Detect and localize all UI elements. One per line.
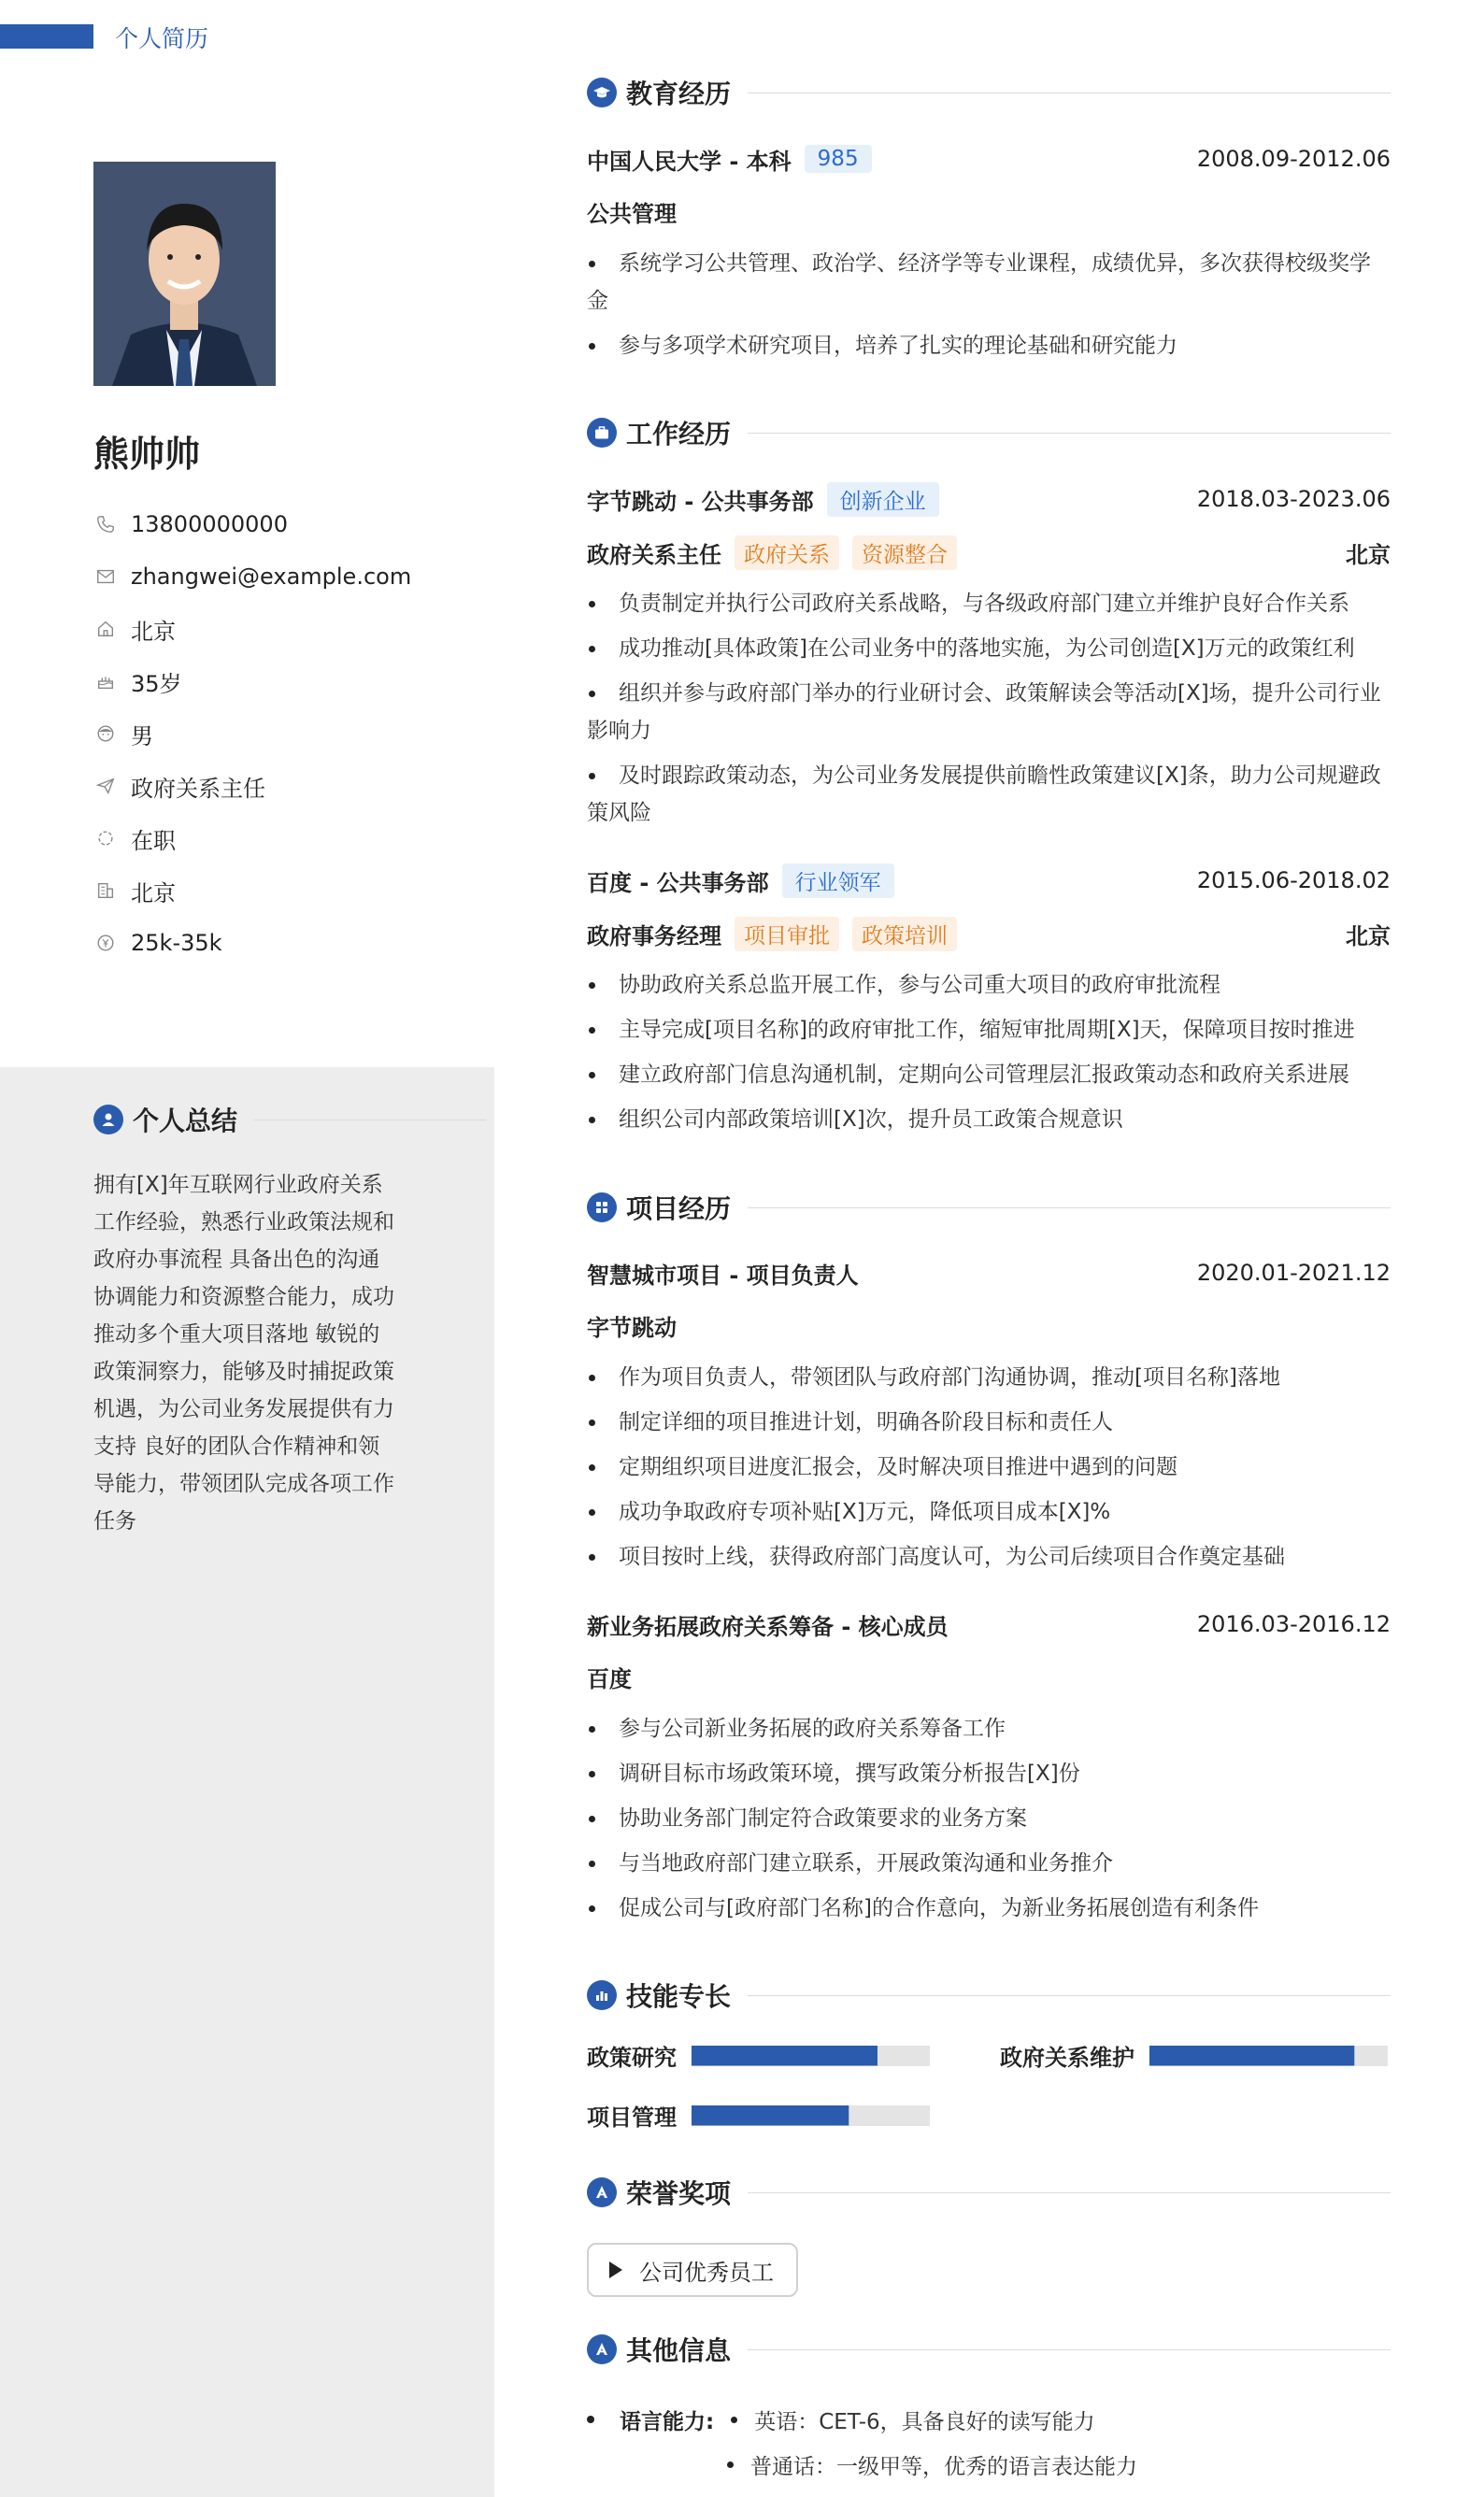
project-bullets: [587, 1710, 1391, 1934]
building-icon: [93, 878, 118, 903]
project-org-row: [587, 1658, 1391, 1695]
list-item: 促成公司与[政府部门名称]的合作意向，为新业务拓展创造有利条件: [587, 1890, 1391, 1927]
list-item: 作为项目负责人，带领团队与政府部门沟通协调，推动[项目名称]落地: [587, 1359, 1391, 1396]
project-org-row: [587, 1306, 1391, 1344]
briefcase-icon: [587, 418, 617, 448]
other-section-header: [587, 2331, 1391, 2368]
avatar: [93, 162, 276, 386]
skill-item: [587, 2039, 930, 2072]
role-tag: 政府关系: [735, 535, 839, 570]
job-date: 2018.03-2023.06: [1196, 486, 1391, 512]
education-date: 2008.09-2012.06: [1196, 146, 1391, 172]
summary-section-header: [93, 1101, 486, 1138]
profile-name: 熊帅帅: [93, 434, 201, 475]
skills-title: 技能专长: [626, 1981, 732, 2012]
role-tag: 政策培训: [852, 917, 957, 951]
role: 政府关系主任: [587, 541, 721, 568]
role: 政府事务经理: [587, 922, 721, 949]
list-item: 成功推动[具体政策]在公司业务中的落地实施，为公司创造[X]万元的政策红利: [587, 630, 1391, 667]
list-item: 及时跟踪政策动态，为公司业务发展提供前瞻性政策建议[X]条，助力公司规避政策风险: [587, 757, 1391, 832]
job-date: 2015.06-2018.02: [1196, 867, 1391, 893]
info-city: 北京: [93, 864, 486, 917]
summary-text: 拥有[X]年互联网行业政府关系工作经验，熟悉行业政策法规和政府办事流程 具备出色的沟通协调能力和资源整合能力，成功推动多个重大项目落地 敏锐的政策洞察力，能够及时捕捉政策机遇，为公司业务发展提供有力支持 良好的团队合作精神和领导能力，带领团队完成各项工作任务: [93, 1173, 394, 1534]
list-item: 主导完成[项目名称]的政府审批工作，缩短审批周期[X]天，保障项目按时推进: [587, 1011, 1391, 1049]
job-row: [587, 862, 1391, 899]
skills-section-header: [587, 1976, 1391, 2014]
skill-bar-fill: [692, 2046, 878, 2066]
bullet-dot: [587, 2416, 594, 2423]
language-row: [587, 2442, 1391, 2487]
page-title: 个人简历: [115, 25, 209, 52]
info-phone: 13800000000: [93, 498, 486, 550]
project-name: 新业务拓展政府关系筹备 - 核心成员: [587, 1613, 949, 1640]
list-item: 制定详细的项目推进计划，明确各阶段目标和责任人: [587, 1404, 1391, 1441]
list-item: 调研目标市场政策环境，撰写政策分析报告[X]份: [587, 1755, 1391, 1792]
list-item: 负责制定并执行公司政府关系战略，与各级政府部门建立并维护良好合作关系: [587, 585, 1391, 622]
education-title: 教育经历: [626, 78, 732, 109]
list-item: 项目按时上线，获得政府部门高度认可，为公司后续项目合作奠定基础: [587, 1538, 1391, 1576]
project-name: 智慧城市项目 - 项目负责人: [587, 1262, 859, 1289]
section-divider: [748, 1995, 1391, 1996]
graduation-cap-icon: [587, 78, 617, 107]
send-icon: [93, 774, 118, 798]
list-item: 系统学习公共管理、政治学、经济学等专业课程，成绩优异，多次获得校级奖学金: [587, 245, 1391, 320]
skill-bar-fill: [1149, 2046, 1354, 2066]
status-icon: [93, 826, 118, 850]
header-accent-bar: [0, 24, 93, 49]
skill-label: 政策研究: [587, 2045, 677, 2071]
section-divider: [748, 2192, 1391, 2193]
award-icon: [587, 2177, 617, 2207]
project-date: 2020.01-2021.12: [1196, 1260, 1391, 1286]
home-icon: [93, 617, 118, 641]
role-tag: 资源整合: [852, 535, 957, 570]
section-divider: [748, 433, 1391, 434]
info-age: 35岁: [93, 655, 486, 707]
role-row: [587, 534, 1391, 571]
list-item: 建立政府部门信息沟通机制，定期向公司管理层汇报政策动态和政府关系进展: [587, 1056, 1391, 1093]
bullet-dot: [727, 2461, 734, 2468]
school-name: 中国人民大学 - 本科: [587, 148, 792, 175]
skill-label: 政府关系维护: [1000, 2045, 1134, 2071]
honors-title: 荣誉奖项: [626, 2178, 732, 2209]
role-tag: 项目审批: [735, 917, 839, 951]
project-row: [587, 1254, 1391, 1291]
project-org: 字节跳动: [587, 1314, 677, 1341]
list-item: 协助业务部门制定符合政策要求的业务方案: [587, 1800, 1391, 1837]
skill-item: [587, 2099, 930, 2132]
project-org: 百度: [587, 1665, 632, 1692]
skill-bar-fill: [692, 2105, 849, 2126]
grid-icon: [587, 1192, 617, 1222]
language-item: 英语：CET-6，具备良好的读写能力: [754, 2409, 1095, 2434]
skill-bar: [692, 2105, 930, 2126]
list-item: 参与公司新业务拓展的政府关系筹备工作: [587, 1710, 1391, 1748]
info-home: 北京: [93, 603, 486, 655]
list-item: 参与多项学术研究项目，培养了扎实的理论基础和研究能力: [587, 327, 1391, 364]
project-date: 2016.03-2016.12: [1196, 1611, 1391, 1637]
language-label: 语言能力:: [620, 2409, 715, 2434]
role-row: [587, 915, 1391, 952]
info-email: zhangwei@example.com: [93, 550, 486, 603]
list-item: 定期组织项目进度汇报会，及时解决项目推进中遇到的问题: [587, 1448, 1391, 1486]
major: 公共管理: [587, 200, 677, 227]
bullet-dot: [731, 2417, 737, 2423]
language-item: 普通话：一级甲等，优秀的语言表达能力: [750, 2454, 1137, 2479]
job-row: [587, 480, 1391, 518]
major-row: [587, 193, 1391, 230]
job-city: 北京: [1346, 541, 1391, 568]
skill-item: [1000, 2039, 1388, 2072]
education-bullets: [587, 245, 1391, 372]
language-row: [587, 2397, 1391, 2442]
list-item: 组织并参与政府部门举办的行业研讨会、政策解读会等活动[X]场，提升公司行业影响力: [587, 675, 1391, 749]
company-tag: 创新企业: [827, 482, 939, 517]
school-tag: 985: [805, 145, 872, 173]
education-row: [587, 140, 1391, 178]
skill-bar: [692, 2046, 930, 2066]
user-icon: [93, 1105, 123, 1134]
info-position: 政府关系主任: [93, 760, 486, 812]
company-name: 字节跳动 - 公共事务部: [587, 488, 814, 515]
info-gender: 男: [93, 707, 486, 760]
cake-icon: [93, 669, 118, 693]
bar-chart-icon: [587, 1980, 617, 2010]
list-item: 成功争取政府专项补贴[X]万元，降低项目成本[X]%: [587, 1493, 1391, 1531]
projects-section-header: [587, 1189, 1391, 1226]
projects-title: 项目经历: [626, 1193, 732, 1224]
project-row: [587, 1605, 1391, 1643]
honors-section-header: [587, 2174, 1391, 2211]
phone-icon: [93, 512, 118, 536]
language-list: [587, 2397, 1391, 2487]
work-title: 工作经历: [626, 419, 732, 449]
job-bullets: [587, 966, 1391, 1146]
job-city: 北京: [1346, 922, 1391, 949]
salary-icon: [93, 931, 118, 955]
list-item: 协助政府关系总监开展工作，参与公司重大项目的政府审批流程: [587, 966, 1391, 1004]
info-status: 在职: [93, 812, 486, 864]
section-divider: [748, 1207, 1391, 1208]
company-name: 百度 - 公共事务部: [587, 869, 769, 896]
company-tag: 行业领军: [782, 863, 894, 898]
honor-item-button[interactable]: 公司优秀员工: [587, 2243, 798, 2297]
play-icon: [609, 2262, 622, 2278]
list-item: 与当地政府部门建立联系，开展政策沟通和业务推介: [587, 1845, 1391, 1882]
contact-info-list: [93, 498, 486, 969]
other-title: 其他信息: [626, 2335, 732, 2366]
info-salary: 25k-35k: [93, 917, 486, 969]
section-divider: [748, 2349, 1391, 2350]
face-icon: [93, 721, 118, 746]
project-bullets: [587, 1359, 1391, 1583]
summary-title: 个人总结: [133, 1106, 238, 1136]
skill-label: 项目管理: [587, 2105, 677, 2131]
job-bullets: [587, 585, 1391, 839]
info-icon: [587, 2334, 617, 2364]
work-section-header: [587, 414, 1391, 451]
education-section-header: [587, 74, 1391, 111]
mail-icon: [93, 564, 118, 589]
list-item: 组织公司内部政策培训[X]次，提升员工政策合规意识: [587, 1101, 1391, 1138]
skill-bar: [1149, 2046, 1388, 2066]
